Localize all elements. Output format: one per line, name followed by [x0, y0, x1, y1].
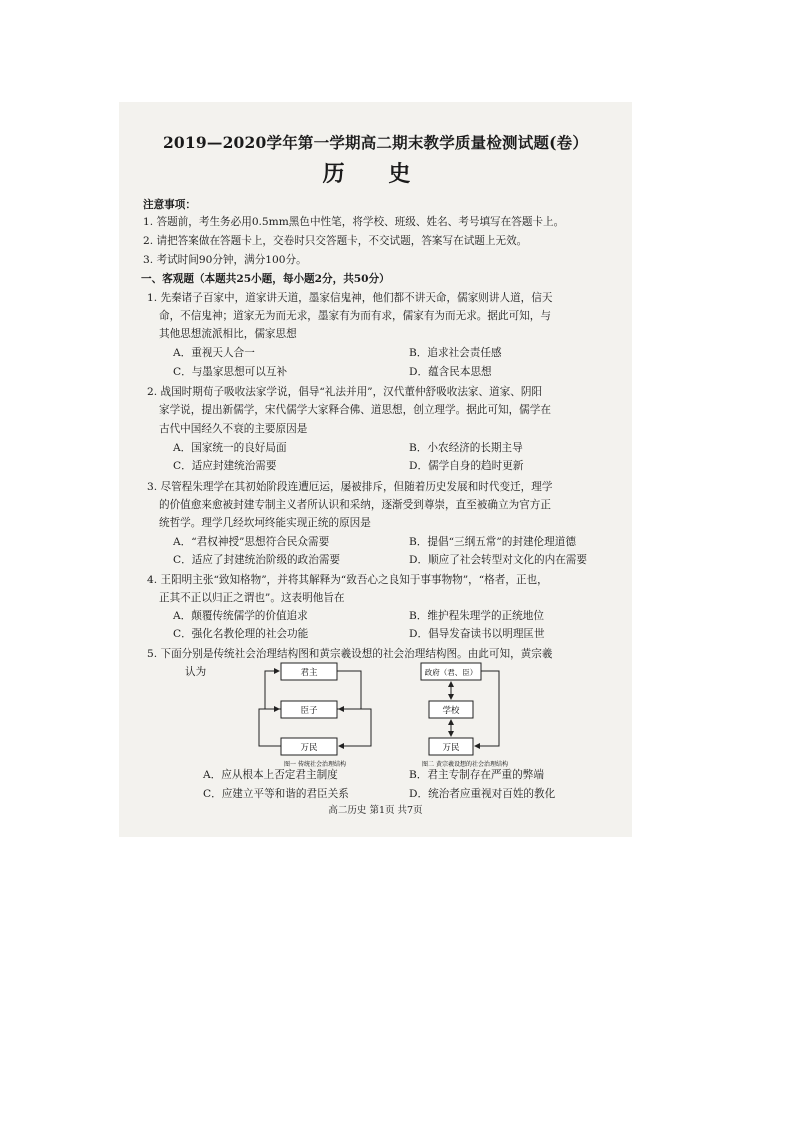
option-d: D．蕴含民本思想	[409, 366, 492, 378]
exam-page	[119, 102, 632, 837]
question-1-line: 命，不信鬼神；道家无为而无求，墨家有为而有求，儒家有为而无求。据此可知，与	[159, 310, 551, 322]
node-school: 学校	[442, 706, 460, 716]
exam-title: 2019—2020学年第一学期高二期末教学质量检测试题(卷）	[162, 133, 589, 152]
subject-title: 历 史	[322, 161, 429, 187]
option-b: B．小农经济的长期主导	[409, 442, 523, 454]
option-c: C．适应了封建统治阶级的政治需要	[173, 554, 341, 566]
option-b: B．提倡“三纲五常”的封建伦理道德	[409, 536, 576, 548]
option-b: B．追求社会责任感	[409, 347, 502, 359]
question-4-line: 正其不正以归正之谓也”。这表明他旨在	[159, 592, 345, 604]
question-3-line: 的价值愈来愈被封建专制主义者所认识和采纳，逐渐受到尊崇，直至被确立为官方正	[159, 499, 551, 511]
option-d: D．倡导发奋读书以明理匡世	[409, 628, 545, 640]
question-5-line: 5. 下面分别是传统社会治理结构图和黄宗羲设想的社会治理结构图。由此可知，黄宗羲	[147, 648, 553, 660]
node-people: 万民	[442, 743, 460, 753]
question-1-line: 1. 先秦诸子百家中，道家讲天道，墨家信鬼神，他们都不讲天命，儒家则讲人道，信天	[147, 292, 553, 304]
option-d: D．儒学自身的趋时更新	[409, 460, 524, 472]
question-3-line: 统哲学。理学几经坎坷终能实现正统的原因是	[159, 517, 371, 529]
question-2-line: 家学说，提出新儒学，宋代儒学大家释合佛、道思想，创立理学。据此可知，儒学在	[159, 404, 551, 416]
node-government: 政府（君、臣）	[424, 668, 478, 677]
option-a: A．应从根本上否定君主制度	[203, 769, 338, 781]
option-d: D．统治者应重视对百姓的教化	[409, 788, 556, 800]
figure-traditional-structure	[255, 659, 381, 769]
option-c: C．与墨家思想可以互补	[173, 366, 288, 378]
figure-2-caption: 图二 黄宗羲设想的社会治理结构	[422, 761, 508, 768]
notice-item: 2. 请把答案做在答题卡上，交卷时只交答题卡，不交试题，答案写在试题上无效。	[143, 235, 528, 247]
option-b: B．维护程朱理学的正统地位	[409, 610, 544, 622]
section-heading: 一、客观题（本题共25小题，每小题2分，共50分）	[141, 273, 390, 285]
question-1-line: 其他思想流派相比，儒家思想	[159, 328, 297, 340]
option-a: A．颠覆传统儒学的价值追求	[173, 610, 308, 622]
option-a: A．重视天人合一	[173, 347, 255, 359]
option-d: D．顺应了社会转型对文化的内在需要	[409, 554, 587, 566]
option-c: C．适应封建统治需要	[173, 460, 277, 472]
option-a: A．国家统一的良好局面	[173, 442, 287, 454]
question-3-line: 3. 尽管程朱理学在其初始阶段连遭厄运，屡被排斥，但随着历史发展和时代变迁，理学	[147, 481, 553, 493]
notice-item: 3. 考试时间90分钟，满分100分。	[143, 254, 307, 266]
figure-huang-zongxi-structure	[415, 659, 525, 769]
question-4-line: 4. 王阳明主张“致知格物”，并将其解释为“致吾心之良知于事事物物”，“格者，正也，	[147, 574, 548, 586]
notice-item: 1. 答题前，考生务必用0.5mm黑色中性笔，将学校、班级、姓名、考号填写在答题卡上。	[143, 216, 565, 228]
page-footer: 高二历史 第1页 共7页	[328, 805, 423, 816]
option-b: B．君主专制存在严重的弊端	[409, 769, 544, 781]
question-2-line: 2. 战国时期荀子吸收法家学说，倡导“礼法并用”，汉代董仲舒吸收法家、道家、阴阳	[147, 386, 543, 398]
node-ruler: 君主	[300, 668, 318, 678]
notice-heading: 注意事项：	[143, 199, 196, 211]
option-c: C．应建立平等和谐的君臣关系	[203, 788, 349, 800]
node-people: 万民	[300, 743, 318, 753]
figure-1-caption: 图一 传统社会治理结构	[284, 761, 346, 768]
option-a: A．“君权神授”思想符合民众需要	[173, 536, 330, 548]
node-ministers: 臣子	[300, 706, 318, 716]
option-c: C．强化名教伦理的社会功能	[173, 628, 309, 640]
question-5-line: 认为	[185, 666, 207, 678]
question-2-line: 古代中国经久不衰的主要原因是	[159, 423, 308, 435]
